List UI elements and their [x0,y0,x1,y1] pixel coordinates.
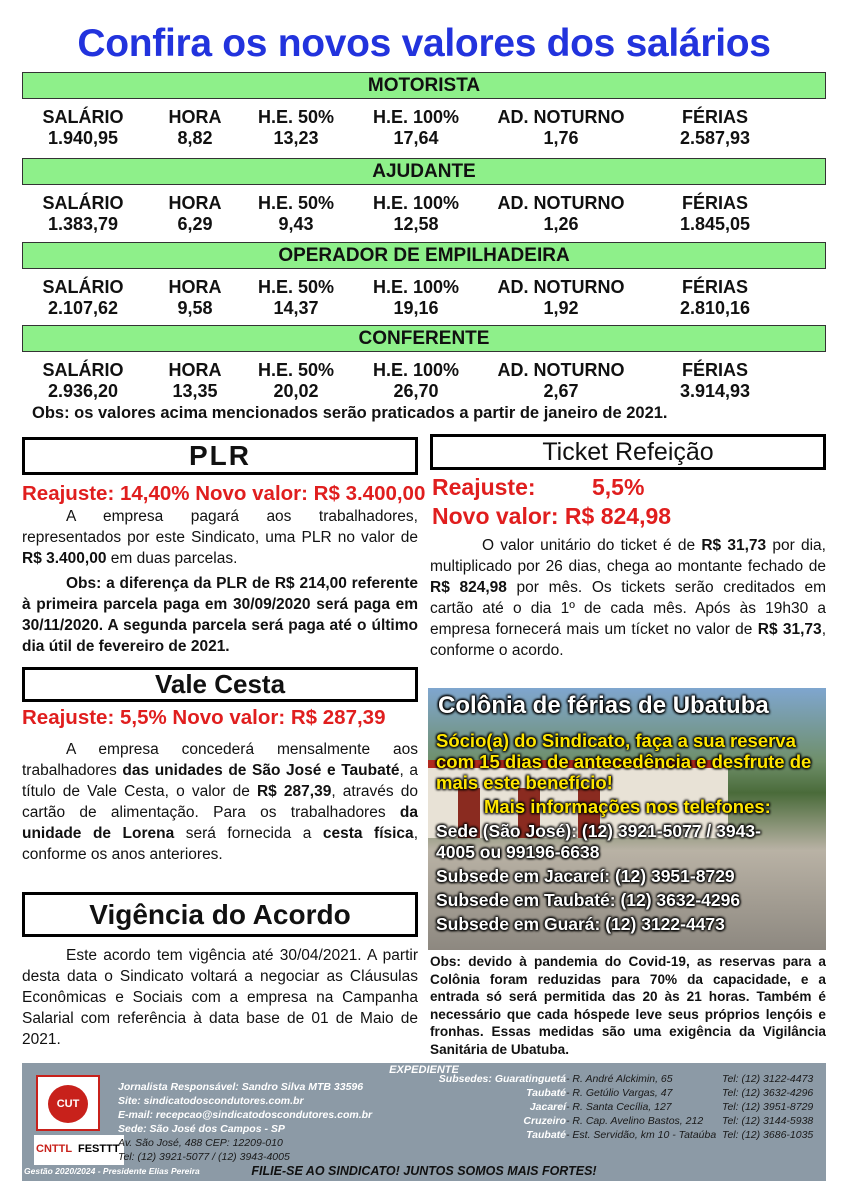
salary-value: 20,02 [273,381,319,401]
column-label: H.E. 100% [372,107,460,127]
cnttl-festtt-logo: CNTTL FESTTT [34,1135,124,1165]
vigencia-text: Este acordo tem vigência até 30/04/2021. A partir desta data o Sindicato voltará a negociar as Cláusulas Econômicas e Sociais com a empresa na Campanha Salarial com referência à data base de 01 de Maio de 2021. [22,947,418,1048]
column-label: H.E. 100% [372,360,460,380]
column-label: H.E. 50% [257,277,335,297]
salary-value: 1,76 [543,128,579,148]
salary-value: 2.810,16 [679,298,751,318]
column-label: H.E. 50% [257,193,335,213]
colonia-phones-heading: Mais informações nos telefones: [484,796,771,817]
column-label: AD. NOTURNO [497,360,625,380]
column-label: HORA [168,193,222,213]
subsede-city: Taubaté [526,1129,566,1141]
salary-value: 1.383,79 [47,214,119,234]
salary-value: 13,35 [172,381,218,401]
footer-site[interactable]: Site: sindicatodoscondutores.com.br [118,1095,304,1107]
colonia-phone: Subsede em Taubaté: (12) 3632-4296 [436,890,741,910]
salary-value: 1.940,95 [47,128,119,148]
vale-cesta-text: A empresa concederá mensalmente aos trabalhadores das unidades de São José e Taubaté, a título de Vale Cesta, o valor de R$ 287,39, através do cartão de alimentação. Para os trabalhadores da unidade de Lorena será fornecida a cesta física, conforme os anos anteriores. [22,741,419,863]
role-header: AJUDANTE [22,158,826,185]
colonia-line: com 15 dias de antecedência e desfrute de [436,751,812,772]
salary-value: 6,29 [177,214,213,234]
footer-gestao: Gestão 2020/2024 - Presidente Elias Pereira [24,1166,200,1176]
colonia-obs: Obs: devido à pandemia do Covid-19, as reservas para a Colônia foram reduzidas para 70% da capacidade, e a entrada só será permitida das 20 às 21 horas. Também é necessário que cada hóspede leve seus próprios lençóis e fronhas. Essas medidas são uma exigência da Vigilância Sanitária de Ubatuba. [430,954,826,1057]
column-label: SALÁRIO [42,107,124,127]
colonia-banner [428,688,826,950]
salary-value: 2.587,93 [679,128,751,148]
salary-value: 2,67 [543,381,579,401]
salary-value: 9,58 [177,298,213,318]
footer-tel: Tel: (12) 3921-5077 / (12) 3943-4005 [118,1151,290,1163]
role-header: CONFERENTE [22,325,826,352]
salary-value: 1,26 [543,214,579,234]
colonia-line: Sócio(a) do Sindicato, faça a sua reserva [436,730,796,751]
vale-cesta-highlight: Reajuste: 5,5% Novo valor: R$ 287,39 [22,706,386,729]
footer-jornalista: Jornalista Responsável: Sandro Silva MTB 33596 [118,1081,364,1093]
subsede-address: - Est. Servidão, km 10 - Tataúba [566,1129,717,1141]
column-label: HORA [168,277,222,297]
salary-value: 3.914,93 [679,381,751,401]
footer-endereco: Av. São José, 488 CEP: 12209-010 [118,1137,283,1149]
subsede-address: - R. André Alckimin, 65 [566,1073,673,1085]
salary-value: 1.845,05 [679,214,751,234]
ticket-text: O valor unitário do ticket é de R$ 31,73 por dia, multiplicado por 26 dias, chega ao montante fechado de R$ 824,98 por mês. Os tickets serão creditados em cartão até o dia 1º de cada mês. Após às 19h30 a empresa fornecerá mais um tícket no valor de R$ 31,73, conforme o acordo. [430,537,827,659]
subsede-phone: Tel: (12) 3686-1035 [722,1129,814,1141]
subsede-city: Jacareí [529,1101,566,1113]
colonia-phone: Sede (São José): (12) 3921-5077 / 3943- [436,821,761,841]
column-label: AD. NOTURNO [497,277,625,297]
vigencia-title: Vigência do Acordo [22,892,418,937]
plr-text: A empresa pagará aos trabalhadores, representados por este Sindicato, uma PLR no valor de R$ 3.400,00 em duas parcelas. [22,508,418,567]
subsede-city: Taubaté [526,1087,566,1099]
salary-value: 2.936,20 [47,381,119,401]
footer-expediente [22,1063,826,1181]
cut-logo: CUT [36,1075,100,1131]
ticket-novo-valor: Novo valor: R$ 824,98 [432,503,672,529]
plr-highlight: Reajuste: 14,40% Novo valor: R$ 3.400,00 [22,482,426,505]
column-label: SALÁRIO [42,277,124,297]
column-label: H.E. 50% [257,107,335,127]
salary-value: 2.107,62 [47,298,119,318]
column-label: FÉRIAS [681,107,748,127]
ticket-title: Ticket Refeição [430,434,826,470]
subsede-phone: Tel: (12) 3122-4473 [722,1073,814,1085]
role-header: OPERADOR DE EMPILHADEIRA [22,242,826,269]
column-label: HORA [168,360,222,380]
colonia-title: Colônia de férias de Ubatuba [438,692,769,719]
subsede-address: - R. Cap. Avelino Bastos, 212 [566,1115,704,1127]
subsede-phone: Tel: (12) 3632-4296 [722,1087,814,1099]
salary-value: 14,37 [273,298,319,318]
colonia-line: mais este benefício! [436,772,613,793]
salary-value: 13,23 [273,128,319,148]
salary-value: 19,16 [393,298,439,318]
salary-value: 8,82 [177,128,213,148]
column-label: FÉRIAS [681,277,748,297]
vale-cesta-title: Vale Cesta [22,667,418,702]
subsede-phone: Tel: (12) 3951-8729 [722,1101,814,1113]
colonia-phone: 4005 ou 99196-6638 [436,842,600,862]
role-header: MOTORISTA [22,72,826,99]
column-label: AD. NOTURNO [497,193,625,213]
plr-obs: Obs: a diferença da PLR de R$ 214,00 referente à primeira parcela paga em 30/09/2020 será paga em 30/11/2020. A segunda parcela será paga até o último dia útil de fevereiro de 2021. [22,575,418,655]
salary-value: 17,64 [393,128,439,148]
column-label: H.E. 100% [372,277,460,297]
salary-value: 9,43 [278,214,314,234]
subsede-city: Cruzeiro [523,1115,566,1127]
column-label: FÉRIAS [681,360,748,380]
footer-slogan: FILIE-SE AO SINDICATO! JUNTOS SOMOS MAIS FORTES! [251,1164,597,1178]
column-label: SALÁRIO [42,193,124,213]
salary-value: 1,92 [543,298,579,318]
column-label: H.E. 50% [257,360,335,380]
salary-note: Obs: os valores acima mencionados serão praticados a partir de janeiro de 2021. [32,404,668,422]
salary-value: 26,70 [393,381,439,401]
salary-value: 12,58 [393,214,439,234]
colonia-phone: Subsede em Guará: (12) 3122-4473 [436,914,725,934]
footer-sede: Sede: São José dos Campos - SP [118,1123,285,1135]
ticket-reajuste-value: 5,5% [592,474,645,500]
column-label: AD. NOTURNO [497,107,625,127]
page-headline: Confira os novos valores dos salários [77,22,771,65]
footer-email[interactable]: E-mail: recepcao@sindicatodoscondutores.com.br [118,1109,373,1121]
column-label: H.E. 100% [372,193,460,213]
subsede-address: - R. Santa Cecília, 127 [566,1101,672,1113]
subsede-phone: Tel: (12) 3144-5938 [722,1115,814,1127]
column-label: SALÁRIO [42,360,124,380]
subsede-city: Subsedes: Guaratinguetá [438,1073,566,1085]
column-label: FÉRIAS [681,193,748,213]
plr-title: PLR [22,437,418,475]
column-label: HORA [168,107,222,127]
subsede-address: - R. Getúlio Vargas, 47 [566,1087,673,1099]
colonia-phone: Subsede em Jacareí: (12) 3951-8729 [436,866,735,886]
expediente-heading: EXPEDIENTE [389,1064,459,1076]
ticket-reajuste-label: Reajuste: [432,474,536,500]
